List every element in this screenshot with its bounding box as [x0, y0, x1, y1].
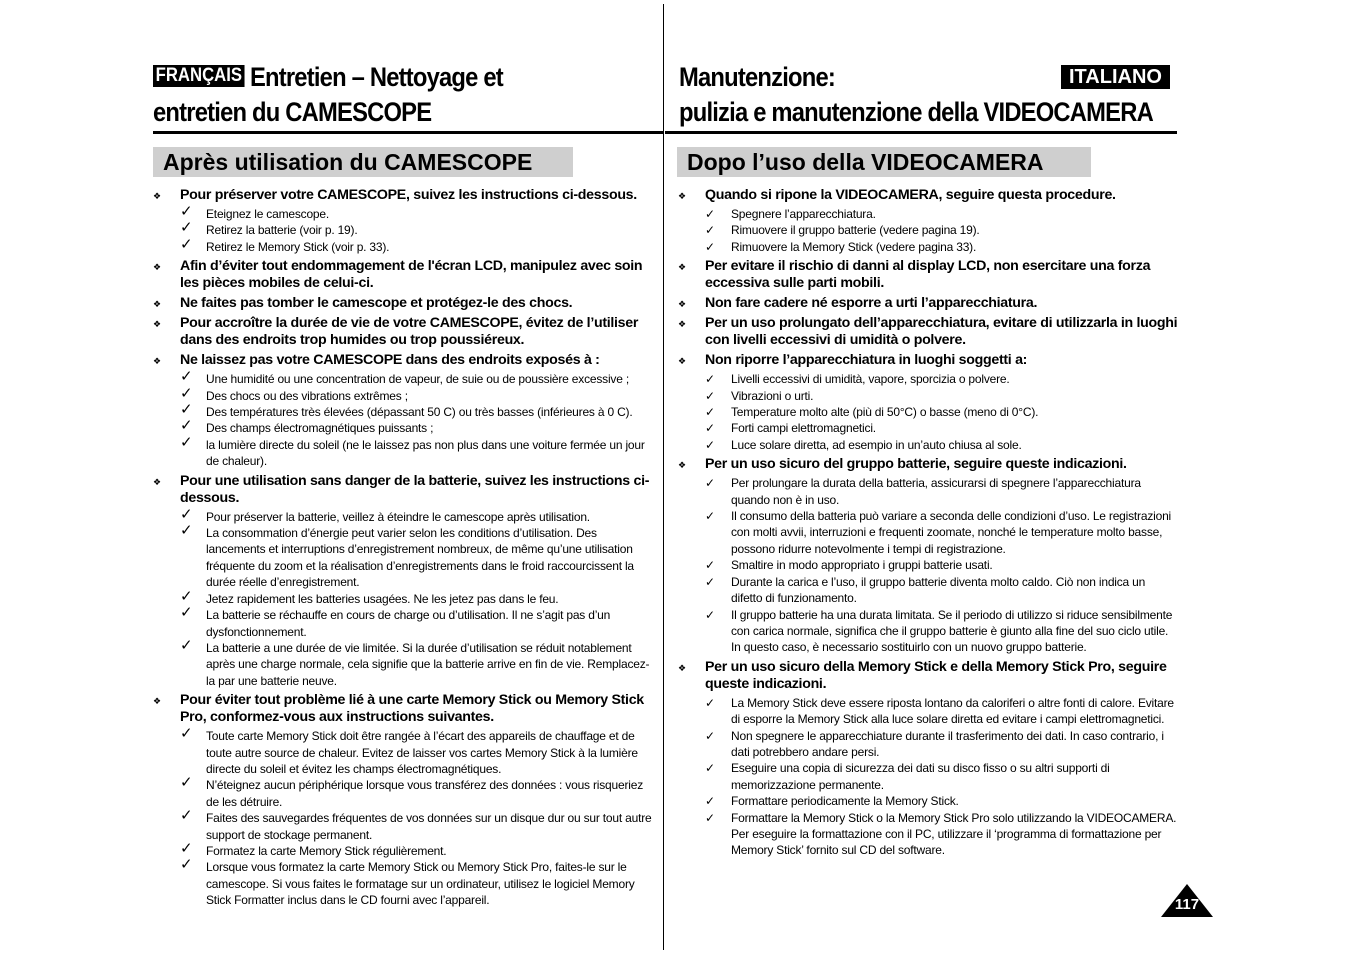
check-item — [153, 725, 658, 777]
check-text: Faites des sauvegardes fréquentes de vos données sur un disque dur ou sur tout autre support de stockage permanent. — [206, 811, 652, 842]
check-text: La consommation d’énergie peut varier selon les conditions d’utilisation. Des lancements et interruptions d’enregistrement nombreux, de même qu’une utilisation fréquente du zoom et la réalisation d’enregistrements dans le froid raccourcissent la durée réelle d’enregistrement. — [206, 526, 634, 590]
checkmark-icon: ✓ — [180, 604, 193, 622]
bullet-mark-icon: ❖ — [678, 262, 686, 273]
check-item — [678, 508, 1178, 557]
language-badge-french: FRANÇAIS — [153, 65, 245, 87]
section-heading-italian: Dopo l’uso della VIDEOCAMERA — [677, 147, 1091, 177]
bullet-mark-icon: ❖ — [153, 299, 161, 310]
check-item — [678, 760, 1178, 793]
checkmark-icon: ✓ — [180, 725, 193, 743]
checkmark-icon: ✓ — [705, 574, 715, 589]
check-list — [153, 203, 658, 255]
checkmark-icon: ✓ — [705, 437, 715, 452]
check-text: La batterie a une durée de vie limitée. Si la durée d’utilisation se réduit notablement après une charge normale, cela signifie que la batterie arrive en fin de vie. Remplacez-la par une batterie neuve. — [206, 640, 650, 688]
checkmark-icon: ✓ — [705, 810, 715, 825]
checkmark-icon: ✓ — [180, 522, 193, 540]
bullet-item — [153, 187, 658, 204]
checkmark-icon: ✓ — [180, 856, 193, 874]
checkmark-icon: ✓ — [180, 417, 193, 435]
page-title-french — [153, 60, 503, 130]
page-number-badge — [1161, 884, 1213, 917]
checkmark-icon: ✓ — [705, 794, 715, 809]
check-list — [153, 725, 658, 908]
check-list — [678, 695, 1178, 859]
check-text: La batterie se réchauffe en cours de charge ou d’utilisation. Il ne s’agit pas d’un dysfonctionnement. — [206, 608, 611, 639]
bullet-text: Per un uso sicuro della Memory Stick e della Memory Stick Pro, seguire queste indicazioni. — [705, 658, 1167, 692]
header-rule-left — [153, 131, 663, 134]
checkmark-icon: ✓ — [705, 207, 715, 221]
check-item — [678, 371, 1178, 387]
bullet-text: Per un uso sicuro del gruppo batterie, seguire queste indicazioni. — [705, 456, 1127, 473]
check-item — [153, 636, 658, 689]
checkmark-icon: ✓ — [180, 839, 193, 857]
bullet-mark-icon: ❖ — [678, 319, 686, 330]
checkmark-icon: ✓ — [705, 405, 715, 420]
bullet-item — [153, 315, 658, 349]
check-text: Il consumo della batteria può variare a seconda delle condizioni d’uso. Le registrazioni con molti avvii, interruzioni e frequenti zoomate, nonché le temperature molto basse, possono ridurre notevolmente i tempi di registrazione. — [731, 509, 1172, 556]
check-item — [678, 404, 1178, 420]
checkmark-icon: ✓ — [705, 558, 715, 573]
bullet-text: Per un uso prolungato dell’apparecchiatura, evitare di utilizzarla in luoghi con livelli eccessivi di umidità o polvere. — [705, 315, 1178, 349]
bullet-text: Pour préserver votre CAMESCOPE, suivez les instructions ci-dessous. — [180, 187, 637, 203]
checkmark-icon: ✓ — [705, 761, 715, 776]
check-item — [678, 793, 1178, 809]
checkmark-icon: ✓ — [180, 433, 193, 451]
check-item — [678, 574, 1178, 607]
check-text: Formatez la carte Memory Stick régulièrement. — [206, 843, 447, 858]
bullet-text: Pour éviter tout problème lié à une carte Memory Stick ou Memory Stick Pro, conformez-vous aux instructions suivantes. — [180, 692, 644, 726]
page-number: 117 — [1174, 896, 1200, 913]
check-text: Eseguire una copia di sicurezza dei dati su disco fisso o su altri supporti di memorizzazione permanente. — [731, 761, 1110, 792]
check-item — [678, 206, 1178, 222]
check-text: Lorsque vous formatez la carte Memory Stick ou Memory Stick Pro, faites-le sur le camescope. Si vous faites le formatage sur un ordinateur, utilisez le logiciel Memory Stick Formatter inclus dans le CD fourni avec l’appareil. — [206, 860, 635, 908]
bullet-mark-icon: ❖ — [153, 262, 161, 273]
checkmark-icon: ✓ — [180, 774, 193, 792]
check-text: Non spegnere le apparecchiature durante il trasferimento dei dati. In caso contrario, i dati potrebbero andare persi. — [731, 728, 1164, 759]
header-rule-right — [665, 131, 1177, 134]
check-text: Formattare periodicamente la Memory Stick. — [731, 794, 959, 809]
check-item — [678, 239, 1178, 255]
check-item — [678, 728, 1178, 761]
bullet-text: Ne laissez pas votre CAMESCOPE dans des endroits exposés à : — [180, 352, 600, 369]
section-heading-french: Après utilisation du CAMESCOPE — [153, 147, 573, 177]
checkmark-icon: ✓ — [180, 203, 193, 220]
check-text: Pour préserver la batterie, veillez à éteindre le camescope après utilisation. — [206, 509, 590, 524]
checkmark-icon: ✓ — [705, 728, 715, 743]
check-text: Vibrazioni o urti. — [731, 388, 814, 403]
check-text: Des champs électromagnétiques puissants ; — [206, 421, 434, 436]
check-list — [678, 371, 1178, 453]
check-item — [153, 522, 658, 591]
check-item — [153, 235, 658, 255]
check-item — [678, 420, 1178, 436]
bullet-text: Non fare cadere né esporre a urti l’apparecchiatura. — [705, 295, 1038, 312]
title-line-2: pulizia e manutenzione della VIDEOCAMERA — [679, 97, 1153, 127]
check-text: Des températures très élevées (dépassant 50 C) ou très basses (inférieures à 0 C). — [206, 405, 633, 420]
bullet-text: Non riporre l’apparecchiatura in luoghi soggetti a: — [705, 352, 1028, 369]
title-line-1: Manutenzione: — [679, 62, 836, 92]
check-item — [153, 856, 658, 908]
check-list — [678, 206, 1178, 255]
check-item — [153, 505, 658, 525]
bullet-item — [678, 295, 1178, 312]
check-item — [678, 557, 1178, 573]
checkmark-icon: ✓ — [705, 239, 715, 254]
bullet-mark-icon: ❖ — [678, 356, 686, 367]
check-list — [153, 505, 658, 689]
check-item — [678, 475, 1178, 508]
bullet-mark-icon: ❖ — [153, 319, 161, 330]
title-line-1: Entretien – Nettoyage et — [249, 62, 503, 92]
check-text: Formattare la Memory Stick o la Memory Stick Pro solo utilizzando la VIDEOCAMERA. Per eseguire la formattazione con il PC, utilizzare il ‘programma di formattazione per Memory Stick’ fornito sul CD del software. — [731, 810, 1177, 858]
check-text: N’éteignez aucun périphérique lorsque vous transférez des données : vous risqueriez de les détruire. — [206, 778, 644, 809]
check-text: Des chocs ou des vibrations extrêmes ; — [206, 388, 408, 403]
bullet-item — [678, 352, 1178, 369]
checkmark-icon: ✓ — [705, 476, 715, 491]
check-text: Luce solare diretta, ad esempio in un’auto chiusa al sole. — [731, 437, 1022, 452]
bullet-item — [678, 187, 1178, 204]
bullet-mark-icon: ❖ — [678, 299, 686, 310]
checkmark-icon: ✓ — [705, 388, 715, 403]
checkmark-icon: ✓ — [180, 219, 193, 237]
bullet-mark-icon: ❖ — [153, 191, 161, 201]
bullet-item — [153, 352, 658, 369]
check-text: La Memory Stick deve essere riposta lontano da caloriferi o altre fonti di calore. Evitare di esporre la Memory Stick alla luce solare diretta ed evitare i campi elettromagnetici. — [731, 695, 1174, 727]
checkmark-icon: ✓ — [705, 421, 715, 436]
checkmark-icon: ✓ — [705, 607, 715, 622]
language-badge-italian: ITALIANO — [1061, 65, 1170, 89]
check-item — [153, 203, 658, 222]
checkmark-icon: ✓ — [705, 509, 715, 524]
check-item — [153, 384, 658, 404]
check-item — [153, 839, 658, 859]
check-text: Livelli eccessivi di umidità, vapore, sporcizia o polvere. — [731, 372, 1010, 387]
check-item — [153, 368, 658, 387]
bullet-text: Per evitare il rischio di danni al display LCD, non esercitare una forza eccessiva sulle parti mobili. — [705, 258, 1151, 292]
checkmark-icon: ✓ — [180, 384, 193, 402]
check-text: Spegnere l’apparecchiatura. — [731, 207, 876, 221]
check-item — [153, 433, 658, 470]
bullet-mark-icon: ❖ — [153, 356, 161, 367]
check-text: Retirez le Memory Stick (voir p. 33). — [206, 239, 390, 254]
bullet-mark-icon: ❖ — [153, 696, 161, 707]
check-text: Smaltire in modo appropriato i gruppi batterie usati. — [731, 558, 993, 573]
checkmark-icon: ✓ — [705, 372, 715, 387]
bullet-mark-icon: ❖ — [153, 476, 161, 487]
bullet-item — [153, 692, 658, 726]
check-text: Rimuovere la Memory Stick (vedere pagina 33). — [731, 239, 977, 254]
check-text: Forti campi elettromagnetici. — [731, 421, 876, 436]
bullet-text: Pour accroître la durée de vie de votre CAMESCOPE, évitez de l’utiliser dans des endroits trop humides ou trop poussiéreux. — [180, 315, 639, 349]
check-text: Jetez rapidement les batteries usagées. Ne les jetez pas dans le feu. — [206, 591, 559, 606]
check-text: Une humidité ou une concentration de vapeur, de suie ou de poussière excessive ; — [206, 372, 629, 387]
check-item — [153, 219, 658, 238]
checkmark-icon: ✓ — [705, 223, 715, 238]
check-text: Durante la carica e l’uso, il gruppo batterie diventa molto caldo. Ciò non indica un difetto di funzionamento. — [731, 574, 1146, 606]
check-item — [153, 807, 658, 843]
check-text: Retirez la batterie (voir p. 19). — [206, 223, 358, 238]
italian-column — [678, 184, 1178, 859]
check-text: Il gruppo batterie ha una durata limitata. Se il periodo di utilizzo si riduce sensibilmente con carica normale, significa che il gruppo batterie è giunto alla fine del suo ciclo utile. In questo caso, è necessario sostituirlo con un nuovo gruppo batterie. — [731, 607, 1173, 655]
column-divider — [663, 4, 664, 950]
check-item — [678, 222, 1178, 238]
check-list — [678, 475, 1178, 655]
check-item — [678, 810, 1178, 859]
check-item — [153, 774, 658, 810]
check-text: Per prolungare la durata della batteria, assicurarsi di spegnere l’apparecchiatura quando non è in uso. — [731, 476, 1141, 507]
checkmark-icon: ✓ — [180, 807, 193, 825]
checkmark-icon: ✓ — [180, 235, 193, 253]
title-line-2: entretien du CAMESCOPE — [153, 97, 432, 127]
check-item — [153, 604, 658, 640]
bullet-mark-icon: ❖ — [678, 191, 686, 201]
checkmark-icon: ✓ — [180, 587, 193, 605]
checkmark-icon: ✓ — [180, 636, 193, 654]
bullet-item — [678, 258, 1178, 292]
check-text: Temperature molto alte (più di 50°C) o basse (meno di 0°C). — [731, 405, 1039, 420]
bullet-item — [153, 258, 658, 292]
bullet-item — [678, 659, 1178, 693]
check-item — [153, 401, 658, 420]
checkmark-icon: ✓ — [180, 368, 193, 386]
checkmark-icon: ✓ — [180, 505, 193, 523]
check-text: Rimuovere il gruppo batterie (vedere pagina 19). — [731, 223, 980, 238]
checkmark-icon: ✓ — [180, 401, 193, 419]
bullet-mark-icon: ❖ — [678, 460, 686, 471]
checkmark-icon: ✓ — [705, 695, 715, 710]
check-list — [153, 368, 658, 469]
check-item — [678, 695, 1178, 728]
check-text: Eteignez le camescope. — [206, 207, 330, 221]
check-item — [678, 388, 1178, 404]
bullet-mark-icon: ❖ — [678, 662, 686, 673]
check-item — [153, 417, 658, 436]
bullet-item — [153, 295, 658, 312]
french-column — [153, 184, 658, 909]
check-item — [678, 437, 1178, 453]
check-text: Toute carte Memory Stick doit être rangée à l’écart des appareils de chauffage et de toute autre source de chaleur. Evitez de laisser vos cartes Memory Stick à la lumière directe du soleil et évitez les champs électromagnétiques. — [206, 729, 638, 776]
bullet-item — [678, 456, 1178, 473]
check-item — [153, 587, 658, 607]
bullet-text: Ne faites pas tomber le camescope et protégez-le des chocs. — [180, 295, 573, 312]
bullet-item — [678, 315, 1178, 349]
check-item — [678, 607, 1178, 656]
bullet-text: Afin d’éviter tout endommagement de l'écran LCD, manipulez avec soin les pièces mobiles de celui-ci. — [180, 258, 643, 292]
bullet-text: Pour une utilisation sans danger de la batterie, suivez les instructions ci-dessous. — [180, 472, 650, 506]
bullet-text: Quando si ripone la VIDEOCAMERA, seguire questa procedure. — [705, 187, 1116, 203]
check-text: la lumière directe du soleil (ne le laissez pas non plus dans une voiture fermée un jour de chaleur). — [206, 437, 645, 469]
bullet-item — [153, 473, 658, 507]
